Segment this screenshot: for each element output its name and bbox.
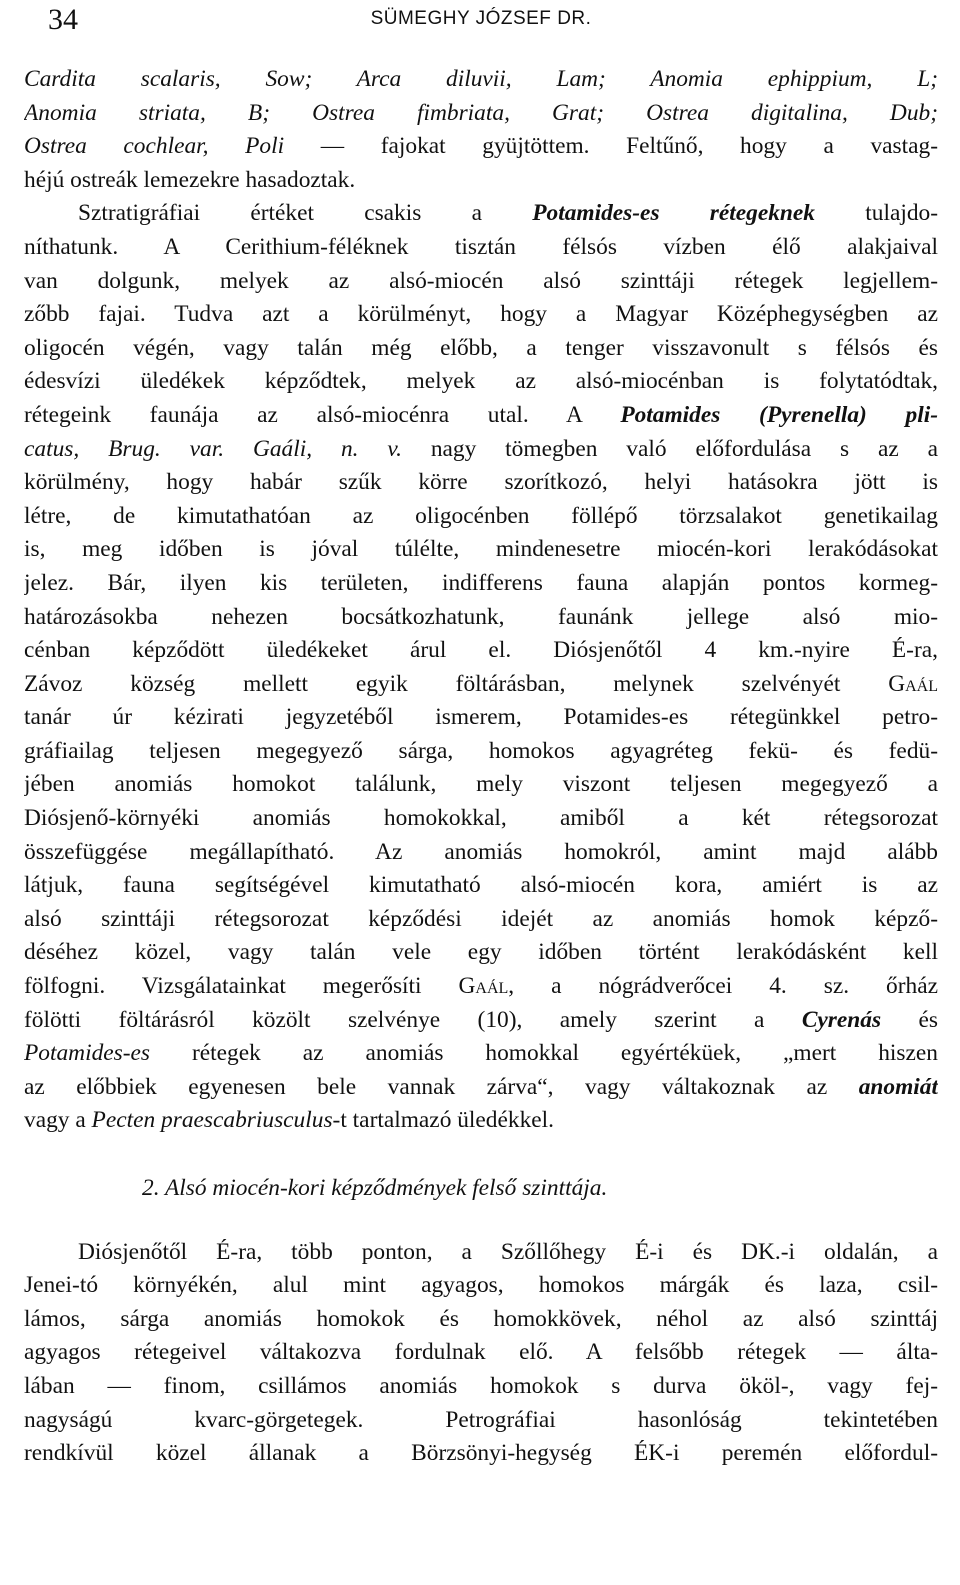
text-line: [24, 1437, 938, 1471]
text-run: összefüggése megállapítható. Az anomiás homokról, amint majd alább: [24, 838, 938, 865]
text-run: határozásokba nehezen bocsátkozhatunk, faunánk jellege alsó mio-: [24, 603, 938, 630]
text-line: [24, 802, 938, 836]
text-line: [24, 265, 938, 299]
paragraph-continuation: [24, 63, 938, 1138]
text-line: [24, 701, 938, 735]
text-line: [24, 433, 938, 467]
emphasized-text: Pecten praescabriusculus: [91, 1107, 333, 1134]
text-run: Jenei-tó környékén, alul mint agyagos, homokos márgák és laza, csil-: [24, 1272, 938, 1299]
page-number: 34: [48, 3, 78, 36]
text-line: [24, 1370, 938, 1404]
text-line: [24, 164, 938, 198]
text-run: és: [881, 1006, 938, 1033]
text-line: [24, 1269, 938, 1303]
text-line: [24, 735, 938, 769]
text-line: [24, 533, 938, 567]
emphasized-text: Cardita scalaris, Sow; Arca diluvii, Lam; Anomia ephippium, L;: [24, 66, 938, 92]
text-run: jelez. Bár, ilyen kis területen, indifferens fauna alapján pontos kormeg-: [24, 569, 938, 596]
emphasized-text: catus, Brug. var. Gaáli, n. v.: [24, 435, 402, 462]
text-run: jében anomiás homokot találunk, mely viszont teljesen megegyező a: [24, 771, 938, 798]
text-line: [24, 936, 938, 970]
text-run: körülmény, hogy habár szűk körre szorítkozó, helyi hatásokra jött is: [24, 469, 938, 496]
text-run: tanár úr kézirati jegyzetéből ismerem, Potamides-es rétegünkkel petro-: [24, 704, 938, 731]
text-line: [24, 1236, 938, 1270]
page-header: [24, 0, 938, 44]
text-line: [24, 466, 938, 500]
text-run: látjuk, fauna segítségével kimutatható alsó-miocén kora, amiért is az: [24, 872, 938, 899]
emphasized-text: Potamides-es rétegeknek: [532, 200, 816, 227]
text-line: [24, 1104, 938, 1138]
text-line: [24, 634, 938, 668]
text-line: [24, 500, 938, 534]
text-line: [24, 869, 938, 903]
emphasized-text: anomiát: [858, 1073, 938, 1100]
text-run: nagy tömegben való előfordulása s az a: [401, 435, 938, 462]
text-line: [24, 332, 938, 366]
text-run: — fajokat gyüjtöttem. Feltűnő, hogy a vastag-: [284, 133, 938, 160]
emphasized-text: Potamides-es: [24, 1040, 151, 1067]
text-run: , a nógrádverőcei 4. sz. őrház: [508, 973, 938, 1000]
emphasized-text: Cyrenás: [801, 1006, 882, 1033]
emphasized-text: Ostrea cochlear, Poli: [24, 133, 285, 160]
text-run: déséhez közel, vagy talán vele egy időben történt lerakódásként kell: [24, 939, 938, 966]
text-run: Sztratigráfiai értéket csakis a: [78, 200, 533, 227]
text-run: is, meg időben is jóval túlélte, mindenesetre miocén-kori lerakódásokat: [24, 536, 938, 563]
text-run: rétegeink faunája az alsó-miocénra utal. A: [24, 401, 621, 428]
text-line: [24, 365, 938, 399]
text-run: fölötti föltárásról közölt szelvénye (10), amely szerint a: [24, 1006, 802, 1033]
text-line: [24, 130, 938, 164]
text-line: [24, 231, 938, 265]
text-run: héjú ostreák lemezekre hasadoztak.: [24, 166, 356, 193]
text-run: lámos, sárga anomiás homokok és homokkövek, néhol az alsó szinttáj: [24, 1305, 938, 1332]
text-run: oligocén végén, vagy talán még előbb, a tenger visszavonult s félsós és: [24, 334, 938, 361]
text-run: az előbbiek egyenesen bele vannak zárva“, vagy váltakoznak az: [24, 1073, 859, 1100]
text-run: fölfogni. Vizsgálatainkat megerősíti: [24, 973, 459, 1000]
text-run: rendkívül közel állanak a Börzsönyi-hegység ÉK-i peremén előfordul-: [24, 1440, 938, 1467]
text-line: [24, 567, 938, 601]
text-run: van dolgunk, melyek az alsó-miocén alsó szinttáji rétegek legjellem-: [24, 267, 938, 294]
text-run: alsó szinttáji rétegsorozat képződési idejét az anomiás homok képző-: [24, 905, 938, 932]
text-line: [24, 668, 938, 702]
text-line: [24, 1071, 938, 1105]
text-run: lában — finom, csillámos anomiás homokok s durva ököl-, vagy fej-: [24, 1372, 938, 1399]
text-run: édesvízi üledékek képződtek, melyek az alsó-miocénban is folytatódtak,: [24, 368, 938, 395]
text-line: [24, 903, 938, 937]
text-line: [24, 768, 938, 802]
text-run: -t tartalmazó üledékkel.: [332, 1107, 555, 1134]
text-line: [24, 1336, 938, 1370]
text-line: [24, 836, 938, 870]
text-run: cénban képződött üledékeket árul el. Diósjenőtől 4 km.-nyire É-ra,: [24, 637, 938, 664]
emphasized-text: Gaál: [888, 670, 938, 697]
text-run: gráfiailag teljesen megegyező sárga, homokos agyagréteg fekü- és fedü-: [24, 737, 938, 764]
text-run: létre, de kimutathatóan az oligocénben föllépő törzsalakot genetikailag: [24, 502, 938, 529]
text-line: [24, 1303, 938, 1337]
emphasized-text: Gaál: [458, 973, 509, 1000]
text-line: [24, 399, 938, 433]
section-heading: 2. Alsó miocén-kori képződmények felső szinttája.: [142, 1175, 608, 1201]
text-run: nagyságú kvarc-görgetegek. Petrográfiai hasonlóság tekintetében: [24, 1406, 938, 1433]
running-head: SÜMEGHY JÓZSEF DR.: [370, 8, 592, 29]
text-line: [24, 63, 938, 97]
text-run: tulajdo-: [815, 200, 938, 227]
body-text: [24, 63, 938, 1471]
text-run: níthatunk. A Cerithium-féléknek tisztán félsós vízben élő alakjaival: [24, 233, 938, 260]
text-line: [24, 97, 938, 131]
text-run: rétegek az anomiás homokkal egyértéküek, „mert hiszen: [150, 1040, 938, 1067]
text-line: [24, 601, 938, 635]
text-run: Diósjenőtől É-ra, több ponton, a Szőllőhegy É-i és DK.-i oldalán, a: [78, 1238, 938, 1265]
emphasized-text: Potamides (Pyrenella) pli-: [620, 401, 938, 428]
text-run: Závoz község mellett egyik föltárásban, melynek szelvényét: [24, 670, 889, 697]
text-line: [24, 298, 938, 332]
emphasized-text: Anomia striata, B; Ostrea fimbriata, Grat; Ostrea digitalina, Dub;: [24, 99, 938, 126]
paragraph-section-2: [24, 1236, 938, 1471]
text-line: [24, 197, 938, 231]
text-line: [24, 970, 938, 1004]
text-run: vagy a: [24, 1107, 92, 1134]
text-run: agyagos rétegeivel váltakozva fordulnak elő. A felsőbb rétegek — álta-: [24, 1339, 938, 1366]
text-line: [24, 1037, 938, 1071]
text-line: [24, 1004, 938, 1038]
text-run: Diósjenő-környéki anomiás homokokkal, amiből a két rétegsorozat: [24, 805, 938, 832]
text-run: zőbb fajai. Tudva azt a körülményt, hogy a Magyar Középhegységben az: [24, 301, 938, 328]
text-line: [24, 1404, 938, 1438]
